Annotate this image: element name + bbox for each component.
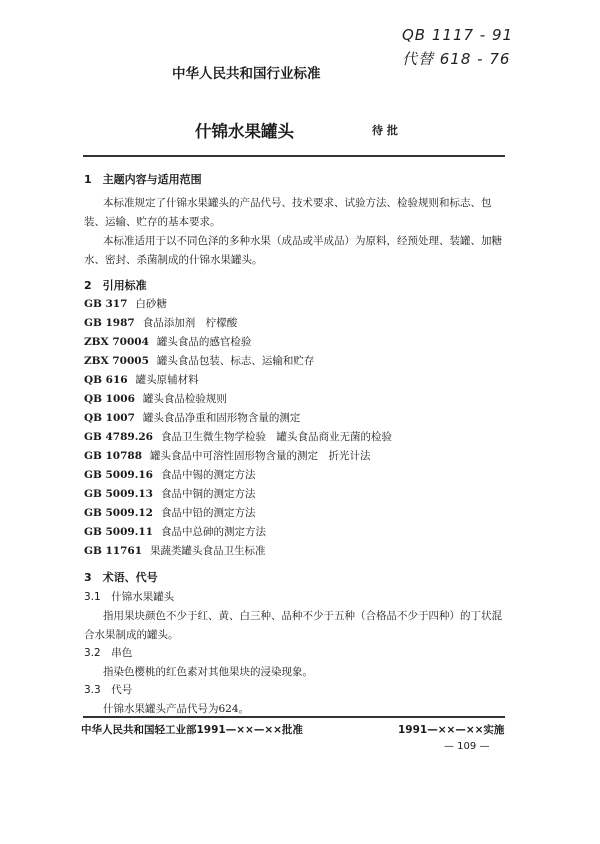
section-3-1-line1: 指用果块颜色不少于红、黄、白三种、品种不少于五种（合格品不少于四种）的丁状混 xyxy=(103,610,502,622)
status-label: 待 批 xyxy=(372,124,398,137)
reference-item: QB 616 罐头原辅材料 xyxy=(84,374,199,386)
reference-item: QB 1007 罐头食品净重和固形物含量的测定 xyxy=(84,412,301,424)
reference-item: ZBX 70005 罐头食品包装、标志、运输和贮存 xyxy=(84,355,315,367)
handwritten-standard-number: QB 1117 - 91 xyxy=(402,26,514,44)
reference-item: GB 11761 果蔬类罐头食品卫生标准 xyxy=(84,545,266,557)
section-3-heading: 3 术语、代号 xyxy=(84,571,158,584)
standard-category: 中华人民共和国行业标准 xyxy=(172,66,321,82)
handwritten-replaces-note: 代替 618 - 76 xyxy=(402,50,511,68)
section-3-2-text: 指染色樱桃的红色素对其他果块的浸染现象。 xyxy=(103,666,313,678)
reference-item: GB 317 白砂糖 xyxy=(84,298,167,310)
page-number: — 109 — xyxy=(444,741,490,752)
section-2-heading: 2 引用标准 xyxy=(84,279,147,292)
section-3-3-heading: 3.3 代号 xyxy=(84,684,133,696)
reference-item: ZBX 70004 罐头食品的感官检验 xyxy=(84,336,252,348)
section-1-para2-line1: 本标准适用于以不同色泽的多种水果（成品或半成品）为原料，经预处理、装罐、加糖 xyxy=(103,235,502,247)
reference-item: GB 4789.26 食品卫生微生物学检验 罐头食品商业无菌的检验 xyxy=(84,431,392,443)
section-3-1-line2: 合水果制成的罐头。 xyxy=(84,629,179,641)
approval-line: 中华人民共和国轻工业部1991—××—××批准 xyxy=(81,724,303,736)
document-title: 什锦水果罐头 xyxy=(195,122,294,141)
reference-item: GB 5009.13 食品中铜的测定方法 xyxy=(84,488,256,500)
footer-rule xyxy=(83,716,505,718)
reference-item: QB 1006 罐头食品检验规则 xyxy=(84,393,227,405)
section-3-2-heading: 3.2 串色 xyxy=(84,647,133,659)
reference-item: GB 5009.11 食品中总砷的测定方法 xyxy=(84,526,266,538)
section-1-para1-line1: 本标准规定了什锦水果罐头的产品代号、技术要求、试验方法、检验规则和标志、包 xyxy=(103,197,492,209)
section-1-para1-line2: 装、运输、贮存的基本要求。 xyxy=(84,216,221,228)
reference-item: GB 1987 食品添加剂 柠檬酸 xyxy=(84,317,238,329)
header-rule xyxy=(83,155,505,157)
reference-item: GB 5009.16 食品中锡的测定方法 xyxy=(84,469,256,481)
reference-item: GB 5009.12 食品中铅的测定方法 xyxy=(84,507,256,519)
reference-item: GB 10788 罐头食品中可溶性固形物含量的测定 折光计法 xyxy=(84,450,371,462)
section-3-1-heading: 3.1 什锦水果罐头 xyxy=(84,591,175,603)
section-1-para2-line2: 水、密封、杀菌制成的什锦水果罐头。 xyxy=(84,254,263,266)
section-1-heading: 1 主题内容与适用范围 xyxy=(84,173,202,186)
section-3-3-text: 什锦水果罐头产品代号为624。 xyxy=(103,703,250,715)
implementation-line: 1991—××—××实施 xyxy=(398,724,505,736)
